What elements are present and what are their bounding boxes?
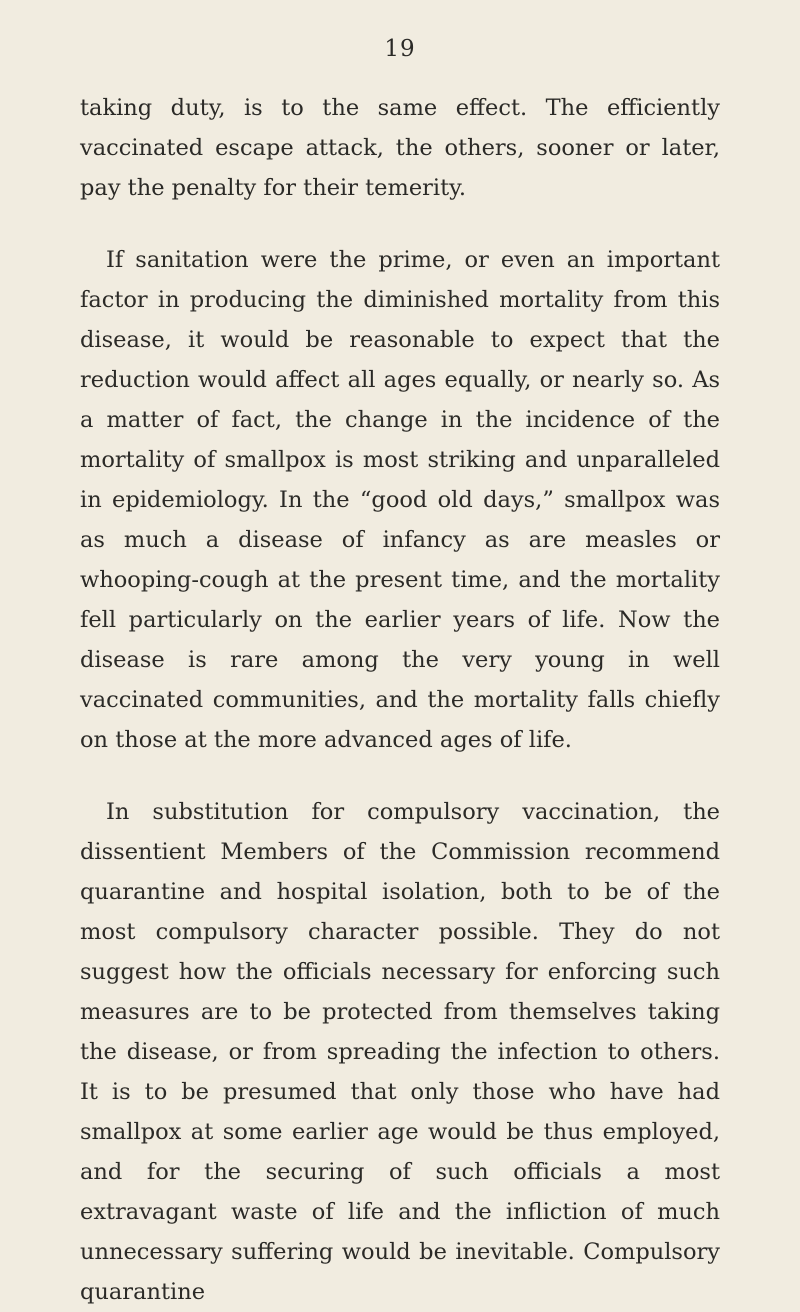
paragraph-quarantine: In substitution for compulsory vaccination, the dissentient Members of the Commission recommend quarantine and hospital isolation, both to be of the most compulsory character possible. They do not suggest how the officials necessary for enforcing such measures are to be protected from themselves taking the disease, or from spreading the infection to others. It is to be presumed that only those who have had smallpox at some earlier age would be thus employed, and for the securing of such officials a most extravagant waste of life and the infliction of much unnecessary suffering would be inevitable. Compulsory quarantine	[80, 799, 720, 1305]
body-text	[80, 88, 720, 1312]
page-number: 19	[384, 36, 416, 62]
paragraph-sanitation: If sanitation were the prime, or even an important factor in producing the diminished mortality from this disease, it would be reasonable to expect that the reduction would affect all ages equally, or nearly so. As a matter of fact, the change in the incidence of the mortality of smallpox is most striking and unparalleled in epidemiology. In the “good old days,” smallpox was as much a disease of infancy as are measles or whooping-cough at the present time, and the mortality fell particularly on the earlier years of life. Now the disease is rare among the very young in well vaccinated communities, and the mortality falls chiefly on those at the more advanced ages of life.	[80, 247, 720, 753]
paragraph-continuation: taking duty, is to the same effect. The efficiently vaccinated escape attack, the others, sooner or later, pay the penalty for their temerity.	[80, 95, 720, 201]
